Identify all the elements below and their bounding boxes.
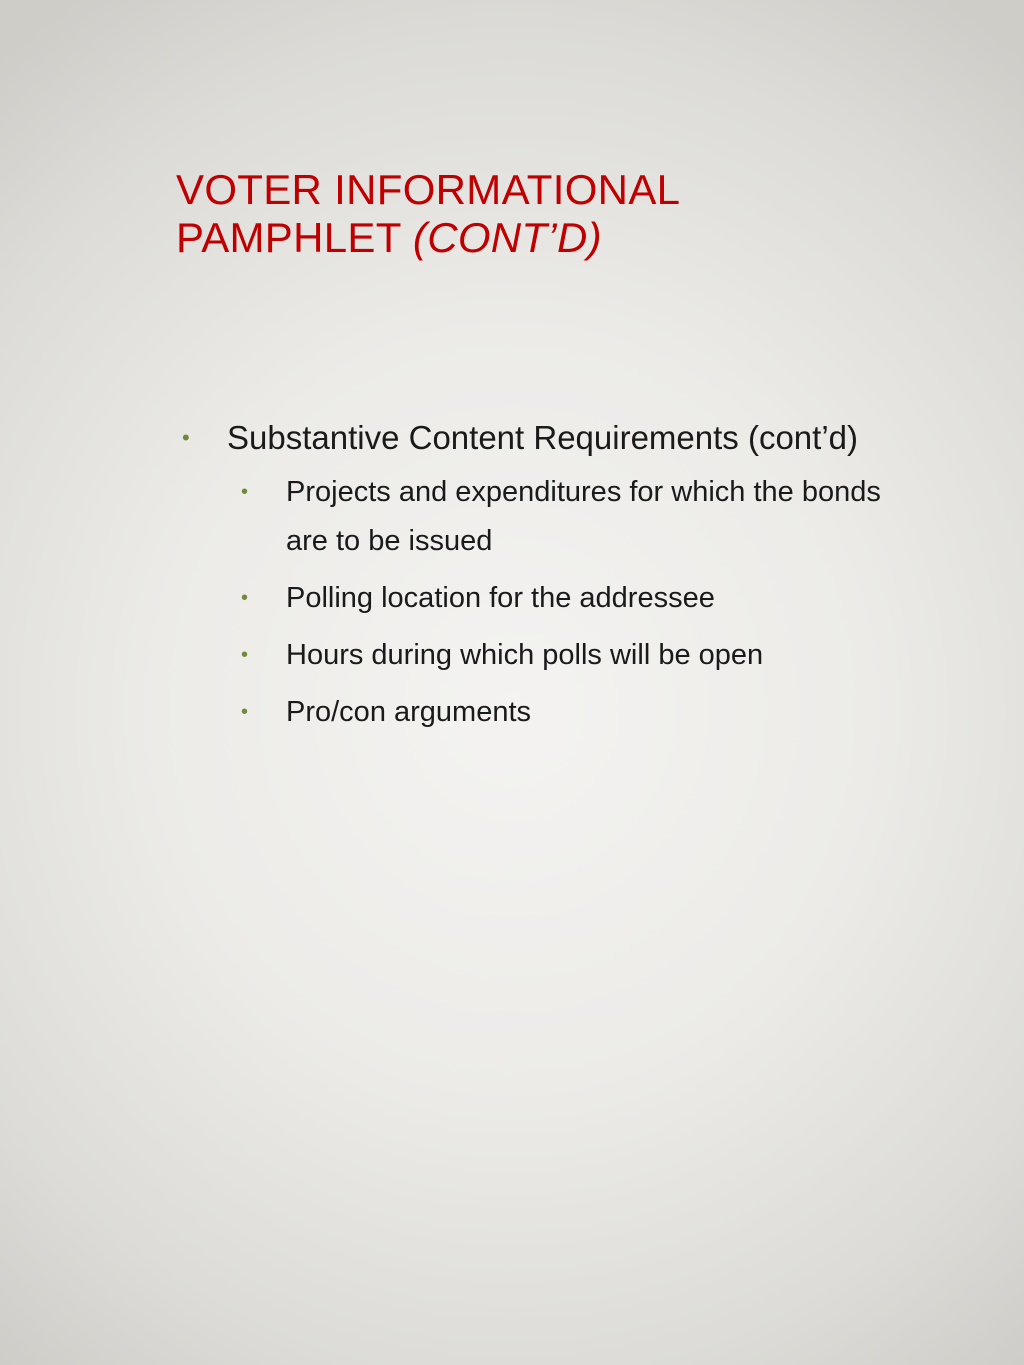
bullet-main-text: Substantive Content Requirements (cont’d) (227, 419, 858, 456)
sub-bullet (227, 688, 896, 737)
sub-bullet-text: Polling location for the addressee (286, 582, 715, 614)
sub-bullet-text: Hours during which polls will be open (286, 639, 764, 671)
bullet-dot-icon: • (241, 481, 249, 503)
slide-content (176, 410, 896, 745)
sub-bullet (227, 631, 896, 680)
bullet-main (176, 410, 896, 466)
sub-bullet-text: Projects and expenditures for which the bonds are to be issued (286, 476, 881, 557)
title-contd: (CONT’D) (412, 214, 602, 261)
title-line-1: VOTER INFORMATIONAL (176, 166, 681, 213)
sub-bullet-text: Pro/con arguments (286, 696, 532, 728)
bullet-dot-icon: • (182, 425, 190, 450)
sub-bullet (227, 574, 896, 623)
bullet-dot-icon: • (241, 701, 249, 723)
sub-bullet (227, 468, 896, 566)
slide-title (176, 166, 876, 262)
sub-bullet-list (176, 468, 896, 737)
bullet-dot-icon: • (241, 587, 249, 609)
title-line-2: PAMPHLET (176, 214, 401, 261)
bullet-dot-icon: • (241, 644, 249, 666)
